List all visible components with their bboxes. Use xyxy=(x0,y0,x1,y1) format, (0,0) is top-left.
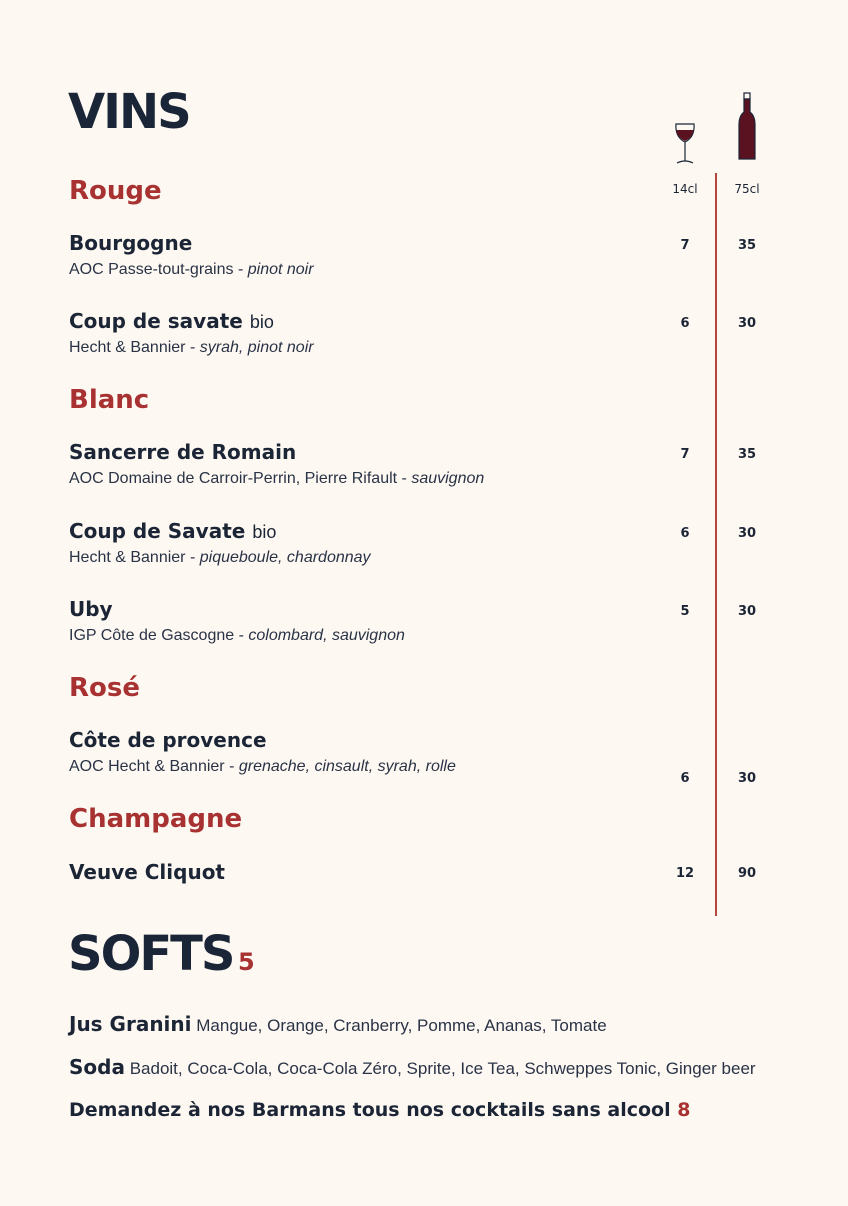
wine-name: Bourgogne xyxy=(69,231,193,255)
wine-producer: AOC Hecht & Bannier - xyxy=(69,758,239,775)
wine-grapes: sauvignon xyxy=(411,470,485,487)
wine-item xyxy=(69,311,314,356)
wine-item xyxy=(69,442,484,487)
price-bottle: 30 xyxy=(737,604,757,619)
price-bottle: 35 xyxy=(737,447,757,462)
wine-item xyxy=(69,233,314,278)
jus-list: Mangue, Orange, Cranberry, Pomme, Ananas, Tomate xyxy=(196,1016,607,1035)
wine-name: Uby xyxy=(69,597,113,621)
price-bottle: 30 xyxy=(737,771,757,786)
category-rouge: Rouge xyxy=(69,176,162,206)
wine-producer: AOC Passe-tout-grains - xyxy=(69,261,248,278)
wine-name: Côte de provence xyxy=(69,728,267,752)
jus-label: Jus Granini xyxy=(69,1012,192,1036)
category-champagne: Champagne xyxy=(69,804,243,834)
wine-producer: AOC Domaine de Carroir-Perrin, Pierre Rifault - xyxy=(69,470,412,487)
price-glass: 7 xyxy=(680,447,690,462)
wine-grapes: syrah, pinot noir xyxy=(199,339,314,356)
section-title-softs: SOFTS xyxy=(68,926,234,982)
bio-label: bio xyxy=(252,522,277,542)
soda-label: Soda xyxy=(69,1055,125,1079)
price-glass: 6 xyxy=(680,771,690,786)
soda-list: Badoit, Coca-Cola, Coca-Cola Zéro, Sprite, Ice Tea, Schweppes Tonic, Ginger beer xyxy=(129,1059,756,1078)
wine-grapes: grenache, cinsault, syrah, rolle xyxy=(238,758,456,775)
cocktails-label: Demandez à nos Barmans tous nos cocktails sans alcool xyxy=(69,1099,671,1121)
volume-glass-label: 14cl xyxy=(672,182,698,196)
price-glass: 7 xyxy=(680,238,690,253)
price-glass: 6 xyxy=(680,526,690,541)
wine-name: Coup de savate xyxy=(69,309,243,333)
softs-header xyxy=(68,926,255,982)
price-column-divider xyxy=(715,173,717,916)
wine-item xyxy=(69,521,371,566)
price-glass: 5 xyxy=(680,604,690,619)
category-rose: Rosé xyxy=(69,673,140,703)
wine-grapes: colombard, sauvignon xyxy=(248,627,405,644)
section-title-vins: VINS xyxy=(68,84,190,140)
wine-glass-icon xyxy=(672,121,698,167)
wine-name: Sancerre de Romain xyxy=(69,440,297,464)
volume-bottle-label: 75cl xyxy=(734,182,760,196)
wine-item xyxy=(69,730,456,775)
price-bottle: 35 xyxy=(737,238,757,253)
price-bottle: 30 xyxy=(737,526,757,541)
category-blanc: Blanc xyxy=(69,385,150,415)
price-bottle: 90 xyxy=(737,866,757,881)
cocktails-price: 8 xyxy=(677,1099,691,1121)
softs-soda-line xyxy=(69,1057,756,1077)
wine-producer: Hecht & Bannier - xyxy=(69,339,200,356)
wine-bottle-icon xyxy=(736,92,758,162)
wine-item xyxy=(69,599,405,644)
softs-jus-line xyxy=(69,1014,607,1034)
wine-producer: Hecht & Bannier - xyxy=(69,549,200,566)
price-glass: 6 xyxy=(680,316,690,331)
wine-item xyxy=(69,862,225,882)
wine-name: Veuve Cliquot xyxy=(69,860,225,884)
price-bottle: 30 xyxy=(737,316,757,331)
cocktails-line xyxy=(69,1101,690,1120)
wine-grapes: pinot noir xyxy=(247,261,314,278)
wine-grapes: piqueboule, chardonnay xyxy=(199,549,371,566)
bio-label: bio xyxy=(249,312,274,332)
wine-name: Coup de Savate xyxy=(69,519,246,543)
softs-price: 5 xyxy=(237,948,255,976)
wine-producer: IGP Côte de Gascogne - xyxy=(69,627,249,644)
price-glass: 12 xyxy=(675,866,695,881)
